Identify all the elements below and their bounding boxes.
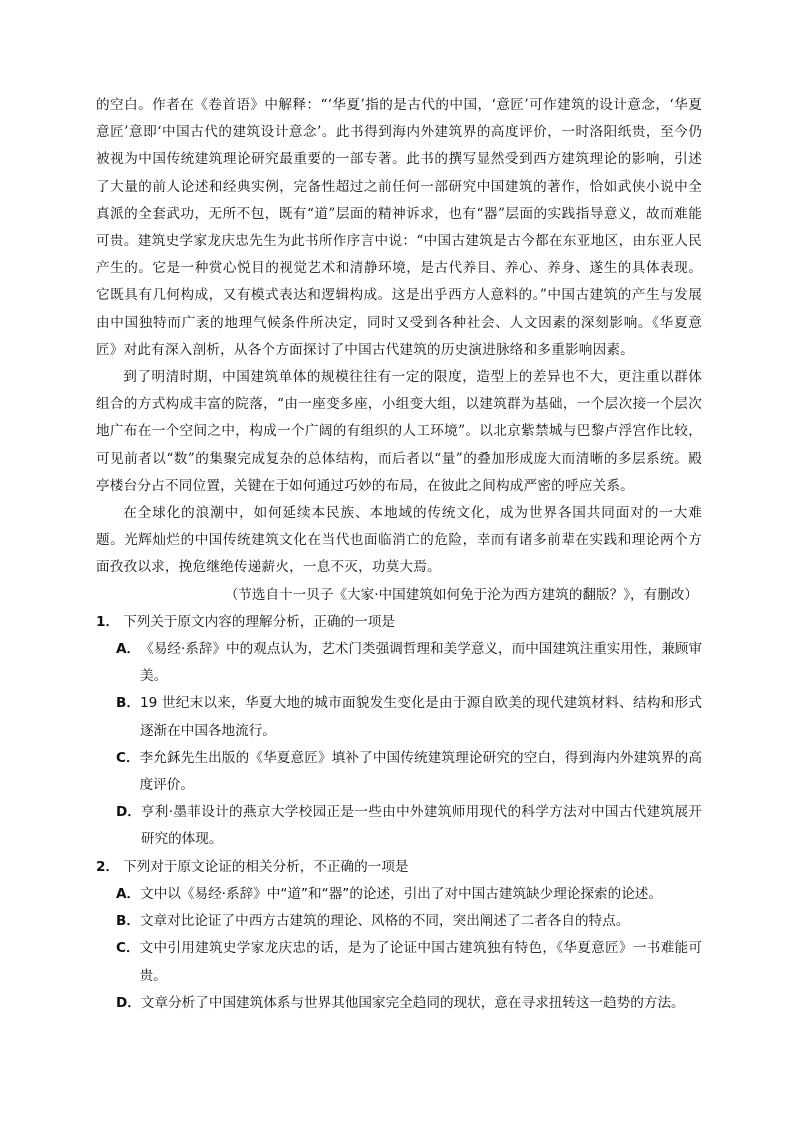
question-2 <box>96 854 702 1017</box>
passage-paragraph-1: 的空白。作者在《卷首语》中解释：“‘华夏’指的是古代的中国，‘意匠’可作建筑的设计意念，‘华夏意匠’意即‘中国古代的建筑设计意念’。此书得到海内外建筑界的高度评价，一时洛阳纸贵，至今仍被视为中国传统建筑理论研究最重要的一部专著。此书的撰写显然受到西方建筑理论的影响，引述了大量的前人论述和经典实例，完备性超过之前任何一部研究中国建筑的著作，恰如武侠小说中全真派的全套武功，无所不包，既有“道”层面的精神诉求，也有“器”层面的实践指导意义，故而难能可贵。建筑史学家龙庆忠先生为此书所作序言中说：“中国古建筑是古今都在东亚地区，由东亚人民产生的。它是一种赏心悦目的视觉艺术和清静环境，是古代养目、养心、养身、遂生的具体表现。它既具有几何构成，又有模式表达和逻辑构成。这是出乎西方人意料的。”中国古建筑的产生与发展由中国独特而广袤的地理气候条件所决定，同时又受到各种社会、人文因素的深刻影响。《华夏意匠》对此有深入剖析，从各个方面探讨了中国古代建筑的历史演进脉络和多重影响因素。 <box>96 97 702 358</box>
question-1-option-a <box>116 636 702 690</box>
question-2-option-c <box>116 935 702 989</box>
option-letter: B． <box>116 913 140 930</box>
passage-paragraph-2: 到了明清时期，中国建筑单体的规模往往有一定的限度，造型上的差异也不大，更注重以群体组合的方式构成丰富的院落，“由一座变多座，小组变大组，以建筑群为基础，一个层次接一个层次地广布在一个空间之中，构成一个广阔的有组织的人工环境”。以北京紫禁城与巴黎卢浮宫作比较，可见前者以“数”的集聚完成复杂的总体结构，而后者以“量”的叠加形成庞大而清晰的多层系统。殿亭楼台分占不同位置，关键在于如何通过巧妙的布局，在彼此之间构成严密的呼应关系。 <box>96 369 702 494</box>
reading-passage <box>96 92 702 582</box>
option-text: 文章分析了中国建筑体系与世界其他国家完全趋同的现状，意在寻求扭转这一趋势的方法。 <box>140 994 685 1011</box>
option-text: 文章对比论证了中西方古建筑的理论、风格的不同，突出阐述了二者各自的特点。 <box>139 913 630 930</box>
question-2-option-b <box>116 908 702 935</box>
question-1-option-c <box>116 745 702 799</box>
question-1-text: 下列关于原文内容的理解分析，正确的一项是 <box>123 613 395 630</box>
option-text: 亨利·墨菲设计的燕京大学校园正是一些由中外建筑师用现代的科学方法对中国古代建筑展开研究的体现。 <box>140 804 702 848</box>
question-2-text: 下列对于原文论证的相关分析，不正确的一项是 <box>123 858 409 875</box>
option-text: 19 世纪末以来，华夏大地的城市面貌发生变化是由于源自欧美的现代建筑材料、结构和形式逐渐在中国各地流行。 <box>139 695 702 739</box>
question-2-number: 2． <box>96 858 120 875</box>
option-text: 李允鉌先生出版的《华夏意匠》填补了中国传统建筑理论研究的空白，得到海内外建筑界的高度评价。 <box>139 749 702 794</box>
option-letter: A． <box>116 641 141 658</box>
passage-paragraph-3: 在全球化的浪潮中，如何延续本民族、本地域的传统文化，成为世界各国共同面对的一大难题。光辉灿烂的中国传统建筑文化在当代也面临消亡的危险，幸而有诸多前辈在实践和理论两个方面孜孜以求，挽危继绝传递薪火，一息不灭，功莫大焉。 <box>96 505 702 576</box>
question-1 <box>96 609 702 854</box>
option-letter: C． <box>116 940 140 957</box>
option-letter: C． <box>116 749 140 766</box>
question-1-option-b <box>116 690 702 744</box>
question-1-option-d <box>116 799 702 853</box>
option-letter: B． <box>116 695 140 712</box>
exam-page <box>96 92 702 1017</box>
question-2-option-d <box>116 990 702 1017</box>
option-letter: D． <box>116 994 141 1011</box>
option-text: 《易经·系辞》中的观点认为，艺术门类强调哲理和美学意义，而中国建筑注重实用性，兼顾审美。 <box>140 641 702 685</box>
option-text: 文中引用建筑史学家龙庆忠的话，是为了论证中国古建筑独有特色，《华夏意匠》一书难能可贵。 <box>139 940 702 984</box>
question-1-stem <box>96 609 702 636</box>
option-letter: D． <box>116 804 141 821</box>
question-1-number: 1． <box>96 613 120 630</box>
question-2-stem <box>96 854 702 881</box>
option-text: 文中以《易经·系辞》中“道”和“器”的论述，引出了对中国古建筑缺少理论探索的论述。 <box>140 885 662 902</box>
option-letter: A． <box>116 885 141 902</box>
question-2-option-a <box>116 881 702 908</box>
passage-source-citation: （节选自十一贝子《大家·中国建筑如何免于沦为西方建筑的翻版？》，有删改） <box>224 586 698 603</box>
